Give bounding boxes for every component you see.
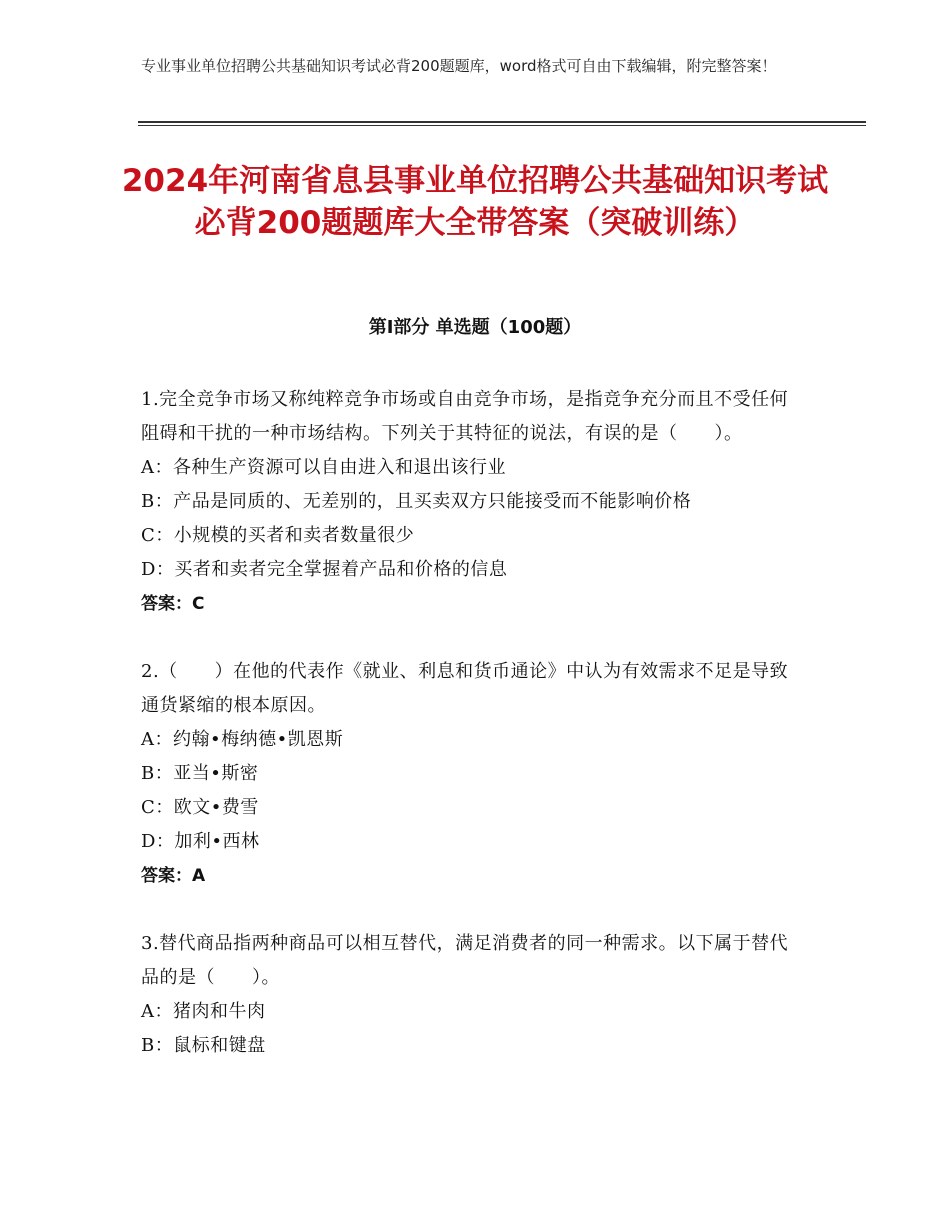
option-a: A：约翰•梅纳德•凯恩斯 [141, 729, 344, 750]
question-stem: 1.完全竞争市场又称纯粹竞争市场或自由竞争市场，是指竞争充分而且不受任何阻碍和干扰的一种市场结构。下列关于其特征的说法，有误的是（ ）。 [141, 389, 789, 444]
question-2 [141, 655, 801, 893]
section-title: 第Ⅰ部分 单选题（100题） [368, 317, 582, 338]
option-b: B：产品是同质的、无差别的，且买卖双方只能接受而不能影响价格 [141, 491, 692, 512]
option-b: B：鼠标和键盘 [141, 1035, 266, 1056]
option-b: B：亚当•斯密 [141, 763, 259, 784]
header-note: 专业事业单位招聘公共基础知识考试必背200题题库，word格式可自由下载编辑，附完整答案！ [141, 57, 777, 75]
option-a: A：猪肉和牛肉 [141, 1001, 266, 1022]
option-c: C：欧文•费雪 [141, 797, 259, 818]
document-title: 2024年河南省息县事业单位招聘公共基础知识考试必背200题题库大全带答案（突破训练） [121, 163, 829, 241]
option-d: D：买者和卖者完全掌握着产品和价格的信息 [141, 559, 508, 580]
answer-text: 答案：C [141, 594, 205, 614]
question-stem: 3.替代商品指两种商品可以相互替代，满足消费者的同一种需求。以下属于替代品的是（ ）。 [141, 933, 789, 988]
header-rule-thick [138, 121, 866, 123]
option-c: C：小规模的买者和卖者数量很少 [141, 525, 415, 546]
question-3 [141, 927, 801, 1063]
question-list [141, 383, 801, 1097]
header-rule-thin [138, 125, 866, 126]
option-d: D：加利•西林 [141, 831, 260, 852]
question-stem: 2.（ ）在他的代表作《就业、利息和货币通论》中认为有效需求不足是导致通货紧缩的根本原因。 [141, 661, 789, 716]
option-a: A：各种生产资源可以自由进入和退出该行业 [141, 457, 506, 478]
answer-text: 答案：A [141, 866, 206, 886]
question-1 [141, 383, 801, 621]
